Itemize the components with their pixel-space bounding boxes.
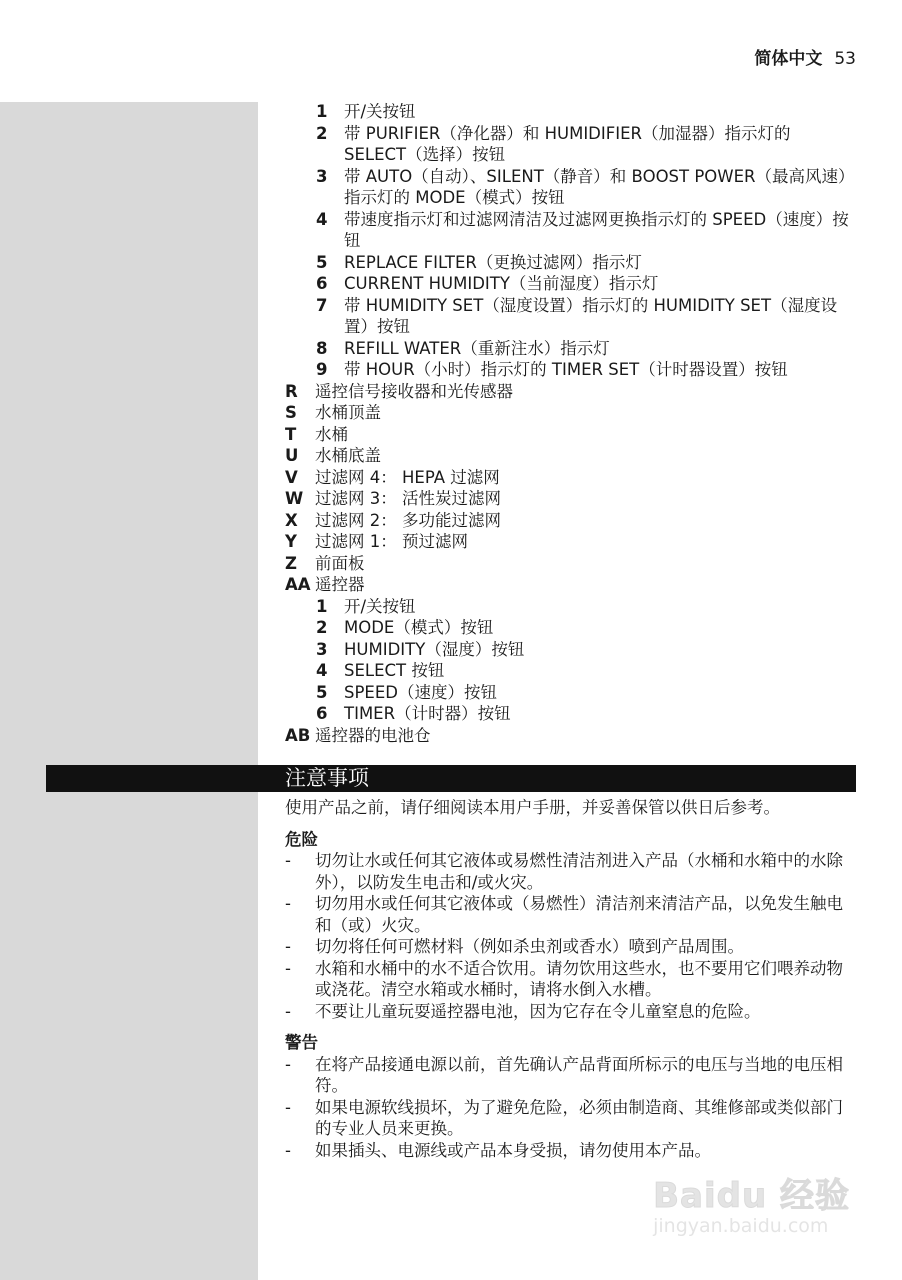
danger-item-text: 水箱和水桶中的水不适合饮用。请勿饮用这些水，也不要用它们喂养动物或浇花。清空水箱或水桶时，请将水倒入水槽。 bbox=[315, 958, 843, 999]
part-item bbox=[285, 424, 857, 446]
part-text: SELECT 按钮 bbox=[344, 661, 445, 680]
section-title: 注意事项 bbox=[285, 766, 369, 790]
danger-item-text: 切勿让水或任何其它液体或易燃性清洁剂进入产品（水桶和水箱中的水除外），以防发生电击和/或火灾。 bbox=[315, 851, 843, 892]
bullet-dash: - bbox=[285, 958, 291, 978]
section-band-left bbox=[46, 765, 258, 792]
part-key: X bbox=[285, 510, 298, 530]
part-text: TIMER（计时器）按钮 bbox=[344, 704, 511, 723]
part-item bbox=[285, 252, 857, 274]
danger-item-text: 切勿用水或任何其它液体或（易燃性）清洁剂来清洁产品，以免发生触电和（或）火灾。 bbox=[315, 894, 843, 935]
part-key: 4 bbox=[316, 661, 328, 680]
part-text: 带 PURIFIER（净化器）和 HUMIDIFIER（加湿器）指示灯的 SELECT（选择）按钮 bbox=[344, 123, 791, 164]
part-item bbox=[285, 338, 857, 360]
part-text: 水桶 bbox=[315, 424, 348, 444]
part-key: 8 bbox=[316, 338, 328, 358]
warning-item-text: 如果插头、电源线或产品本身受损，请勿使用本产品。 bbox=[315, 1140, 711, 1160]
part-text: CURRENT HUMIDITY（当前湿度）指示灯 bbox=[344, 274, 659, 293]
part-item bbox=[285, 682, 857, 704]
danger-item bbox=[285, 958, 857, 1001]
warning-item-text: 在将产品接通电源以前，首先确认产品背面所标示的电压与当地的电压相符。 bbox=[315, 1054, 843, 1095]
part-text: HUMIDITY（湿度）按钮 bbox=[344, 639, 525, 659]
watermark-url: jingyan.baidu.com bbox=[653, 1215, 829, 1237]
part-item bbox=[285, 381, 857, 403]
part-key: 6 bbox=[316, 274, 328, 293]
part-text: 过滤网 1： 预过滤网 bbox=[315, 532, 468, 551]
part-text: 带 HUMIDITY SET（湿度设置）指示灯的 HUMIDITY SET（湿度设置）按钮 bbox=[344, 295, 838, 336]
bullet-dash: - bbox=[285, 1054, 291, 1074]
part-item bbox=[285, 209, 857, 252]
part-key: 5 bbox=[316, 682, 328, 702]
warning-item bbox=[285, 1054, 857, 1097]
part-key: Y bbox=[285, 532, 297, 551]
warning-item-text: 如果电源软线损坏，为了避免危险，必须由制造商、其维修部或类似部门的专业人员来更换。 bbox=[315, 1097, 843, 1138]
part-key: 5 bbox=[316, 252, 328, 272]
part-key: 7 bbox=[316, 295, 328, 315]
part-key: 9 bbox=[316, 360, 328, 379]
part-item bbox=[285, 596, 857, 618]
part-text: 遥控器 bbox=[315, 575, 365, 594]
part-key: 6 bbox=[316, 704, 328, 723]
part-item bbox=[285, 166, 857, 209]
section-title-band bbox=[46, 765, 856, 792]
part-item bbox=[285, 101, 857, 123]
page-number: 53 bbox=[834, 49, 856, 69]
part-key: AB bbox=[285, 725, 311, 745]
part-item bbox=[285, 445, 857, 467]
bullet-dash: - bbox=[285, 937, 291, 956]
warning-item bbox=[285, 1140, 857, 1162]
bullet-dash: - bbox=[285, 1001, 291, 1021]
part-item bbox=[285, 617, 857, 639]
part-text: 带 HOUR（小时）指示灯的 TIMER SET（计时器设置）按钮 bbox=[344, 360, 788, 379]
part-text: 遥控信号接收器和光传感器 bbox=[315, 381, 513, 401]
danger-item bbox=[285, 850, 857, 893]
part-item bbox=[285, 553, 857, 575]
part-text: 过滤网 4： HEPA 过滤网 bbox=[315, 467, 500, 487]
part-item bbox=[285, 510, 857, 532]
bullet-dash: - bbox=[285, 1140, 291, 1160]
header-language: 简体中文 bbox=[754, 49, 823, 69]
page-sidebar-band bbox=[0, 102, 258, 1280]
warning-heading: 警告 bbox=[285, 1033, 318, 1052]
part-item bbox=[285, 359, 857, 381]
part-item bbox=[285, 467, 857, 489]
part-key: 3 bbox=[316, 639, 328, 659]
part-item bbox=[285, 725, 857, 747]
part-key: AA bbox=[285, 575, 311, 594]
danger-item bbox=[285, 1001, 857, 1023]
part-key: 1 bbox=[316, 596, 328, 616]
part-item bbox=[285, 402, 857, 424]
part-key: R bbox=[285, 381, 298, 401]
danger-item-text: 切勿将任何可燃材料（例如杀虫剂或香水）喷到产品周围。 bbox=[315, 937, 744, 956]
part-text: 带 AUTO（自动）、SILENT（静音）和 BOOST POWER（最高风速）指示灯的 MODE（模式）按钮 bbox=[344, 166, 855, 207]
baidu-watermark bbox=[653, 1168, 850, 1237]
part-item bbox=[285, 273, 857, 295]
safety-notes bbox=[285, 797, 857, 1161]
part-key: S bbox=[285, 403, 297, 422]
part-key: V bbox=[285, 467, 298, 487]
part-text: MODE（模式）按钮 bbox=[344, 618, 494, 637]
danger-heading: 危险 bbox=[285, 829, 318, 849]
part-text: 水桶顶盖 bbox=[315, 403, 381, 422]
part-key: U bbox=[285, 446, 299, 465]
part-key: 4 bbox=[316, 209, 328, 229]
part-item bbox=[285, 703, 857, 725]
warning-list bbox=[285, 1054, 857, 1162]
danger-item bbox=[285, 936, 857, 958]
warning-item bbox=[285, 1097, 857, 1140]
part-item bbox=[285, 488, 857, 510]
part-text: 水桶底盖 bbox=[315, 446, 381, 465]
bullet-dash: - bbox=[285, 894, 291, 913]
part-key: 2 bbox=[316, 618, 328, 637]
page-header bbox=[754, 44, 856, 69]
danger-list bbox=[285, 850, 857, 1022]
part-text: 带速度指示灯和过滤网清洁及过滤网更换指示灯的 SPEED（速度）按钮 bbox=[344, 209, 849, 250]
part-text: 开/关按钮 bbox=[344, 102, 416, 121]
part-text: REFILL WATER（重新注水）指示灯 bbox=[344, 338, 610, 358]
part-text: 过滤网 2： 多功能过滤网 bbox=[315, 510, 501, 530]
part-text: 前面板 bbox=[315, 553, 365, 573]
bullet-dash: - bbox=[285, 1097, 291, 1117]
part-item bbox=[285, 660, 857, 682]
parts-list bbox=[285, 101, 857, 746]
part-text: 过滤网 3： 活性炭过滤网 bbox=[315, 489, 501, 508]
danger-item bbox=[285, 893, 857, 936]
part-item bbox=[285, 123, 857, 166]
part-text: REPLACE FILTER（更换过滤网）指示灯 bbox=[344, 252, 642, 272]
part-item bbox=[285, 531, 857, 553]
part-item bbox=[285, 639, 857, 661]
part-key: 1 bbox=[316, 102, 328, 121]
part-key: 3 bbox=[316, 166, 328, 186]
part-key: T bbox=[285, 424, 297, 444]
danger-item-text: 不要让儿童玩耍遥控器电池，因为它存在令儿童窒息的危险。 bbox=[315, 1001, 761, 1021]
watermark-brand: Baidu 经验 bbox=[653, 1176, 850, 1216]
part-text: 遥控器的电池仓 bbox=[315, 725, 431, 745]
part-item bbox=[285, 574, 857, 596]
part-text: SPEED（速度）按钮 bbox=[344, 682, 497, 702]
part-item bbox=[285, 295, 857, 338]
intro-text: 使用产品之前，请仔细阅读本用户手册，并妥善保管以供日后参考。 bbox=[285, 798, 780, 817]
part-key: W bbox=[285, 489, 304, 508]
part-key: 2 bbox=[316, 123, 328, 143]
part-key: Z bbox=[285, 553, 297, 573]
part-text: 开/关按钮 bbox=[344, 596, 416, 616]
bullet-dash: - bbox=[285, 851, 291, 870]
